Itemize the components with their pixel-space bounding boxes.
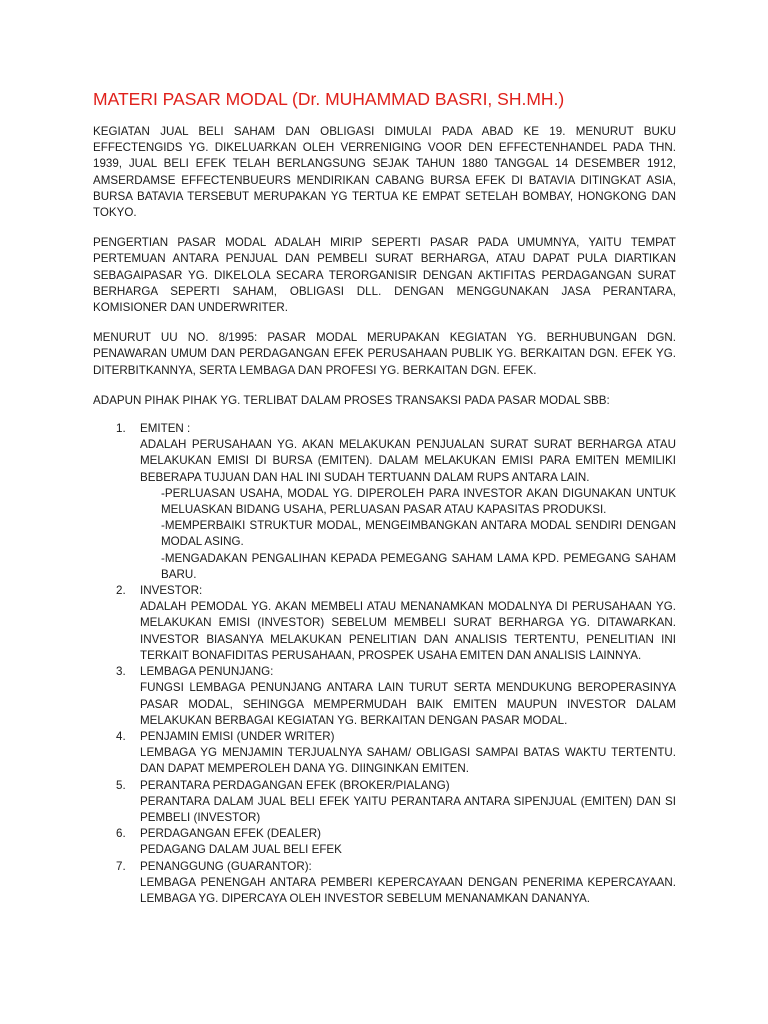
list-item-number: 4.	[116, 729, 126, 743]
list-item-number: 2.	[116, 584, 126, 598]
list-item-description: LEMBAGA YG MENJAMIN TERJUALNYA SAHAM/ OBLIGASI SAMPAI BATAS WAKTU TERTENTU. DAN DAPAT MEMPEROLEH DANA YG. DIINGINKAN EMITEN.	[140, 746, 676, 776]
list-item	[93, 826, 676, 858]
list-item	[93, 778, 676, 827]
parties-list	[93, 421, 676, 907]
list-item-subpoint: -MENGADAKAN PENGALIHAN KEPADA PEMEGANG SAHAM LAMA KPD. PEMEGANG SAHAM BARU.	[161, 551, 676, 581]
list-item-heading: PENANGGUNG (GUARANTOR):	[140, 859, 312, 873]
list-item-heading: INVESTOR:	[140, 584, 203, 598]
list-item-description: ADALAH PEMODAL YG. AKAN MEMBELI ATAU MENANAMKAN MODALNYA DI PERUSAHAAN YG. MELAKUKAN EMISI (INVESTOR) SEBELUM MEMBELI SURAT BERHARGA YG. DITAWARKAN. INVESTOR BIASANYA MELAKUKAN PENELITIAN DAN ANALISIS TERTENTU, PENELITIAN INI TERKAIT BONAFIDITAS PERUSAHAAN, PROSPEK USAHA EMITEN DAN ANALISIS LAINNYA.	[140, 600, 676, 662]
list-item-subpoint: -MEMPERBAIKI STRUKTUR MODAL, MENGEIMBANGKAN ANTARA MODAL SENDIRI DENGAN MODAL ASING.	[161, 519, 676, 549]
paragraph-history: KEGIATAN JUAL BELI SAHAM DAN OBLIGASI DIMULAI PADA ABAD KE 19. MENURUT BUKU EFFECTENGIDS YG. DIKELUARKAN OLEH VERRENIGING VOOR DEN EFFECTENHANDEL PADA THN. 1939, JUAL BELI EFEK TELAH BERLANGSUNG SEJAK TAHUN 1880 TANGGAL 14 DESEMBER 1912, AMSERDAMSE EFFECTENBUEURS MENDIRIKAN CABANG BURSA EFEK DI BATAVIA DITINGKAT ASIA, BURSA BATAVIA TERSEBUT MERUPAKAN YG TERTUA KE EMPAT SETELAH BOMBAY, HONGKONG DAN TOKYO.	[93, 125, 676, 220]
list-item-description: LEMBAGA PENENGAH ANTARA PEMBERI KEPERCAYAAN DENGAN PENERIMA KEPERCAYAAN. LEMBAGA YG. DIPERCAYA OLEH INVESTOR SEBELUM MENANAMKAN DANANYA.	[140, 875, 676, 905]
list-item-description: ADALAH PERUSAHAAN YG. AKAN MELAKUKAN PENJUALAN SURAT SURAT BERHARGA ATAU MELAKUKAN EMISI DI BURSA (EMITEN). DALAM MELAKUKAN EMISI PARA EMITEN MEMILIKI BEBERAPA TUJUAN DAN HAL INI SUDAH TERTUANN DALAM RUPS ANTARA LAIN.	[140, 438, 676, 484]
list-item-heading: EMITEN :	[140, 422, 191, 436]
list-item	[93, 859, 676, 908]
paragraph-parties-intro: ADAPUN PIHAK PIHAK YG. TERLIBAT DALAM PROSES TRANSAKSI PADA PASAR MODAL SBB:	[93, 393, 610, 407]
document-title: MATERI PASAR MODAL (Dr. MUHAMMAD BASRI, SH.MH.)	[93, 89, 565, 109]
list-item	[93, 729, 676, 778]
list-item-number: 3.	[116, 665, 126, 679]
list-item-subpoint: -PERLUASAN USAHA, MODAL YG. DIPEROLEH PARA INVESTOR AKAN DIGUNAKAN UNTUK MELUASKAN BIDANG USAHA, PERLUASAN PASAR ATAU KAPASITAS PRODUKSI.	[161, 486, 676, 517]
list-item-description: PERANTARA DALAM JUAL BELI EFEK YAITU PERANTARA ANTARA SIPENJUAL (EMITEN) DAN SI PEMBELI (INVESTOR)	[140, 794, 676, 824]
list-item	[93, 421, 676, 583]
list-item	[93, 664, 676, 729]
list-item	[93, 583, 676, 664]
list-item-heading: PERANTARA PERDAGANGAN EFEK (BROKER/PIALANG)	[140, 778, 450, 792]
list-item-number: 7.	[116, 859, 126, 873]
paragraph-definition: PENGERTIAN PASAR MODAL ADALAH MIRIP SEPERTI PASAR PADA UMUMNYA, YAITU TEMPAT PERTEMUAN ANTARA PENJUAL DAN PEMBELI SURAT BERHARGA, ATAU DAPAT PULA DIARTIKAN SEBAGAIPASAR YG. DIKELOLA SECARA TERORGANISIR DENGAN AKTIFITAS PERDAGANGAN SURAT BERHARGA SEPERTI SAHAM, OBLIGASI DLL. DENGAN MENGGUNAKAN JASA PERANTARA, KOMISIONER DAN UNDERWRITER.	[93, 236, 676, 315]
list-item-number: 1.	[116, 422, 126, 436]
list-item-number: 5.	[116, 778, 126, 792]
list-item-heading: PENJAMIN EMISI (UNDER WRITER)	[140, 729, 335, 743]
list-item-number: 6.	[116, 827, 126, 841]
paragraph-law: MENURUT UU NO. 8/1995: PASAR MODAL MERUPAKAN KEGIATAN YG. BERHUBUNGAN DGN. PENAWARAN UMUM DAN PERDAGANGAN EFEK PERUSAHAAN PUBLIK YG. BERKAITAN DGN. EFEK YG. DITERBITKANNYA, SERTA LEMBAGA DAN PROFESI YG. BERKAITAN DGN. EFEK.	[93, 331, 676, 377]
list-item-description: FUNGSI LEMBAGA PENUNJANG ANTARA LAIN TURUT SERTA MENDUKUNG BEROPERASINYA PASAR MODAL, SEHINGGA MEMPERMUDAH BAIK EMITEN MAUPUN INVESTOR DALAM MELAKUKAN BERBAGAI KEGIATAN YG. BERKAITAN DENGAN PASAR MODAL.	[140, 681, 676, 727]
list-item-heading: PERDAGANGAN EFEK (DEALER)	[140, 827, 322, 841]
list-item-description: PEDAGANG DALAM JUAL BELI EFEK	[140, 843, 342, 857]
list-item-heading: LEMBAGA PENUNJANG:	[140, 665, 274, 679]
